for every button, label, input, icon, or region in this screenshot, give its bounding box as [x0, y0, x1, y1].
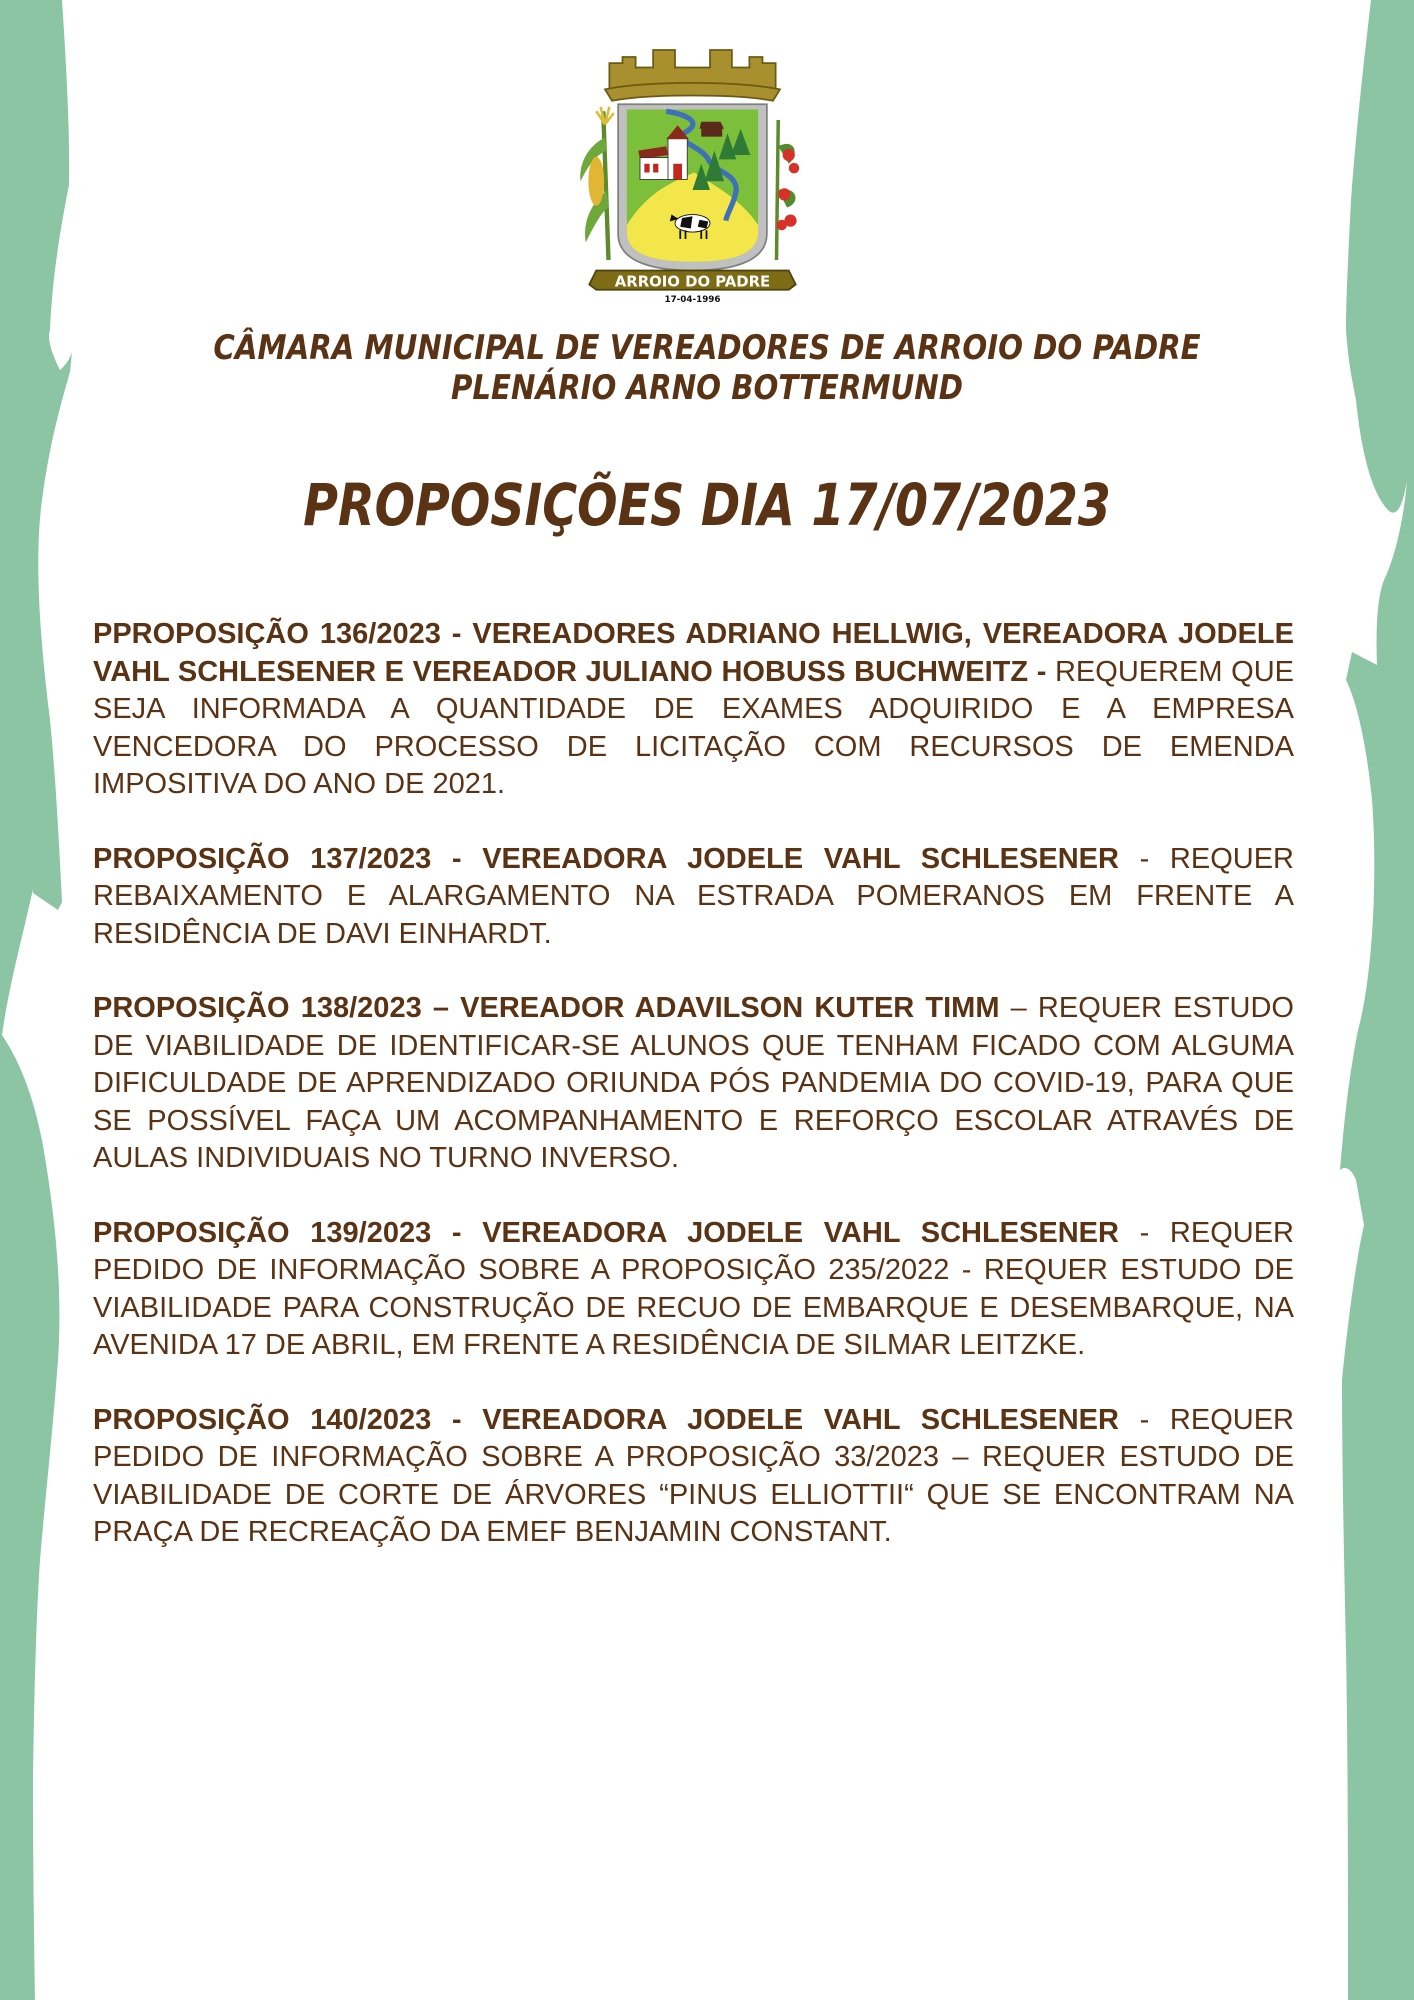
tomato-plant-icon	[777, 120, 800, 260]
proposition-heading: PROPOSIÇÃO 139/2023 - VEREADORA JODELE VAHL SCHLESENER	[93, 1216, 1119, 1249]
proposition-heading: PPROPOSIÇÃO 136/2023 - VEREADORES ADRIANO HELLWIG, VEREADORA JODELE VAHL SCHLESENER E VEREADOR JULIANO HOBUSS BUCHWEITZ -	[93, 618, 1294, 688]
proposition-text: REQUEREM QUE SEJA INFORMADA A QUANTIDADE DE EXAMES ADQUIRIDO E A EMPRESA VENCEDORA DO PROCESSO DE LICITAÇÃO COM RECURSOS DE EMENDA IMPOSITIVA DO ANO DE 2021.	[93, 655, 1294, 800]
corn-plant-icon	[580, 107, 613, 260]
proposition-text: – REQUER ESTUDO DE VIABILIDADE DE IDENTIFICAR-SE ALUNOS QUE TENHAM FICADO COM ALGUMA DIFICULDADE DE APRENDIZADO ORIUNDA PÓS PANDEMIA DO COVID-19, PARA QUE SE POSSÍVEL FAÇA UM ACOMPANHAMENTO E REFORÇO ESCOLAR ATRAVÉS DE AULAS INDIVIDUAIS NO TURNO INVERSO.	[93, 992, 1294, 1174]
institution-header	[99, 328, 1315, 408]
proposition-item	[93, 1215, 1294, 1365]
plenary-name: PLENÁRIO ARNO BOTTERMUND	[450, 368, 963, 408]
crown-icon	[605, 50, 780, 101]
proposition-text: - REQUER PEDIDO DE INFORMAÇÃO SOBRE A PROPOSIÇÃO 33/2023 – REQUER ESTUDO DE VIABILIDADE DE CORTE DE ÁRVORES “PINUS ELLIOTTII“ QUE SE ENCONTRAM NA PRAÇA DE RECREAÇÃO DA EMEF BENJAMIN CONSTANT.	[93, 1403, 1295, 1548]
banner-text: ARROIO DO PADRE	[614, 272, 771, 291]
municipal-coat-of-arms	[570, 40, 815, 305]
proposition-text: - REQUER REBAIXAMENTO E ALARGAMENTO NA ESTRADA POMERANOS EM FRENTE A RESIDÊNCIA DE DAVI EINHARDT.	[93, 842, 1295, 950]
proposition-item	[93, 1402, 1294, 1552]
proposition-heading: PROPOSIÇÃO 140/2023 - VEREADORA JODELE VAHL SCHLESENER	[93, 1403, 1119, 1436]
proposition-item	[93, 990, 1294, 1178]
proposition-heading: PROPOSIÇÃO 138/2023 – VEREADOR ADAVILSON KUTER TIMM	[93, 992, 1000, 1024]
proposition-text: - REQUER PEDIDO DE INFORMAÇÃO SOBRE A PROPOSIÇÃO 235/2022 - REQUER ESTUDO DE VIABILIDADE PARA CONSTRUÇÃO DE RECUO DE EMBARQUE E DESEMBARQUE, NA AVENIDA 17 DE ABRIL, EM FRENTE A RESIDÊNCIA DE SILMAR LEITZKE.	[93, 1216, 1295, 1361]
page-title: PROPOSIÇÕES DIA 17/07/2023	[303, 471, 1111, 539]
house-icon	[700, 122, 725, 137]
proposition-item	[93, 841, 1294, 954]
institution-name: CÂMARA MUNICIPAL DE VEREADORES DE ARROIO DO PADRE	[213, 328, 1201, 368]
propositions-list	[93, 616, 1294, 1589]
emblem-date: 17-04-1996	[664, 295, 721, 305]
proposition-item	[93, 616, 1294, 804]
proposition-heading: PROPOSIÇÃO 137/2023 - VEREADORA JODELE VAHL SCHLESENER	[93, 842, 1119, 875]
right-leaf-border	[1294, 0, 1414, 2000]
